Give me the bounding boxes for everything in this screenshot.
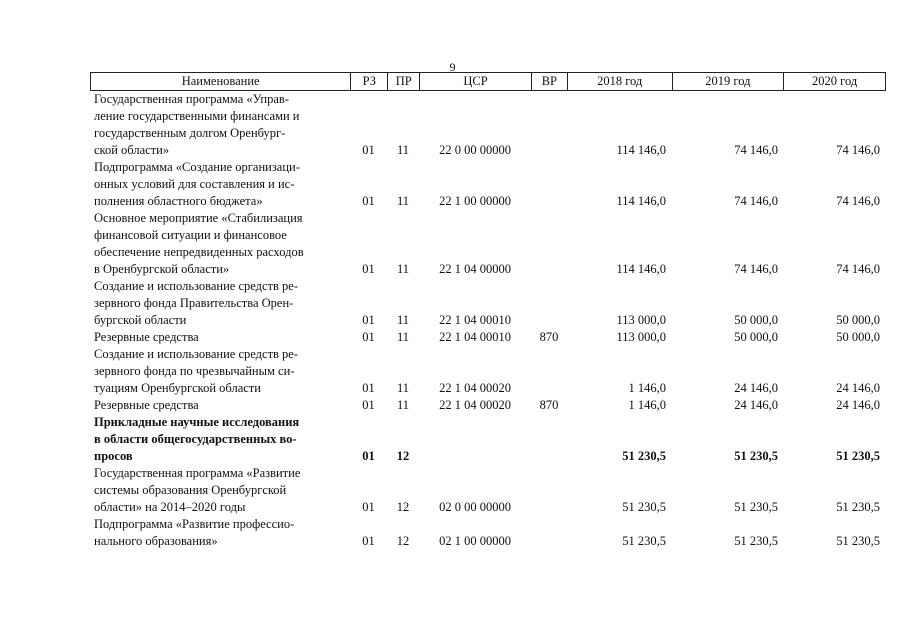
row-name-line: бургской области bbox=[94, 313, 187, 327]
header-vr: ВР bbox=[531, 73, 567, 90]
row-name-line: Резервные средства bbox=[94, 330, 199, 344]
row-2019: 74 146,0 bbox=[734, 143, 778, 157]
row-2018: 51 230,5 bbox=[622, 534, 666, 548]
row-name-line: зервного фонда Правительства Орен- bbox=[94, 296, 294, 310]
row-csr: 22 0 00 00000 bbox=[439, 143, 511, 157]
row-name bbox=[90, 159, 350, 210]
header-pr: ПР bbox=[387, 73, 419, 90]
row-name-line: Прикладные научные исследования bbox=[94, 415, 300, 429]
row-name-line: в области общегосударственных во- bbox=[94, 432, 297, 446]
row-2020: 74 146,0 bbox=[836, 194, 880, 208]
row-rz: 01 bbox=[362, 534, 375, 548]
row-name-line: Резервные средства bbox=[94, 398, 199, 412]
table-row bbox=[90, 329, 886, 346]
row-2019: 51 230,5 bbox=[734, 500, 778, 514]
row-pr: 12 bbox=[396, 449, 410, 463]
table-row bbox=[90, 516, 886, 550]
row-rz: 01 bbox=[362, 313, 375, 327]
table-row bbox=[90, 414, 886, 465]
header-name: Наименование bbox=[181, 74, 260, 88]
header-2019: 2019 год bbox=[672, 73, 784, 90]
row-pr: 11 bbox=[396, 313, 410, 327]
header-csr: ЦСР bbox=[419, 73, 531, 90]
row-2019: 51 230,5 bbox=[734, 534, 778, 548]
row-name-line: Подпрограмма «Создание организаци- bbox=[94, 160, 300, 174]
table-row bbox=[90, 159, 886, 210]
row-name-line: просов bbox=[94, 449, 133, 463]
row-name-line: области» на 2014–2020 годы bbox=[94, 500, 246, 514]
row-name-line: Подпрограмма «Развитие профессио- bbox=[94, 517, 295, 531]
row-rz: 01 bbox=[362, 143, 375, 157]
row-name bbox=[90, 516, 350, 550]
row-csr: 02 1 00 00000 bbox=[439, 534, 511, 548]
row-vr: 870 bbox=[539, 330, 559, 344]
row-name bbox=[90, 329, 350, 346]
row-name-line: Государственная программа «Развитие bbox=[94, 466, 301, 480]
row-2018: 114 146,0 bbox=[616, 262, 666, 276]
row-pr: 11 bbox=[396, 398, 410, 412]
row-pr: 12 bbox=[396, 534, 410, 548]
row-2018: 51 230,5 bbox=[622, 449, 666, 463]
row-name-line: ление государственными финансами и bbox=[94, 109, 300, 123]
row-name-line: Основное мероприятие «Стабилизация bbox=[94, 211, 303, 225]
row-2019: 74 146,0 bbox=[734, 194, 778, 208]
row-pr: 11 bbox=[396, 381, 410, 395]
row-2019: 24 146,0 bbox=[734, 398, 778, 412]
row-name-line: ской области» bbox=[94, 143, 170, 157]
row-rz: 01 bbox=[362, 381, 375, 395]
row-csr: 02 0 00 00000 bbox=[439, 500, 511, 514]
row-csr: 22 1 04 00000 bbox=[439, 262, 511, 276]
row-2018: 114 146,0 bbox=[616, 143, 666, 157]
row-name-line: государственным долгом Оренбург- bbox=[94, 126, 286, 140]
row-name bbox=[90, 465, 350, 516]
table-row bbox=[90, 465, 886, 516]
row-2019: 50 000,0 bbox=[734, 313, 778, 327]
row-csr: 22 1 04 00010 bbox=[439, 313, 511, 327]
row-name-line: нального образования» bbox=[94, 534, 218, 548]
row-name bbox=[90, 91, 350, 159]
row-2018: 1 146,0 bbox=[628, 381, 666, 395]
row-name-line: туациям Оренбургской области bbox=[94, 381, 261, 395]
row-rz: 01 bbox=[362, 262, 375, 276]
row-name-line: обеспечение непредвиденных расходов bbox=[94, 245, 304, 259]
row-2018: 113 000,0 bbox=[616, 313, 666, 327]
table-row bbox=[90, 397, 886, 414]
row-name-line: в Оренбургской области» bbox=[94, 262, 230, 276]
row-name-line: Создание и использование средств ре- bbox=[94, 279, 299, 293]
row-2018: 51 230,5 bbox=[622, 500, 666, 514]
row-csr: 22 1 04 00020 bbox=[439, 381, 511, 395]
row-2020: 50 000,0 bbox=[836, 330, 880, 344]
row-rz: 01 bbox=[362, 500, 375, 514]
row-pr: 11 bbox=[396, 262, 410, 276]
row-name bbox=[90, 346, 350, 397]
row-2019: 51 230,5 bbox=[734, 449, 778, 463]
header-2020: 2020 год bbox=[783, 73, 885, 90]
table-row bbox=[90, 278, 886, 329]
row-csr: 22 1 04 00010 bbox=[439, 330, 511, 344]
row-2019: 74 146,0 bbox=[734, 262, 778, 276]
row-2020: 74 146,0 bbox=[836, 143, 880, 157]
table-row bbox=[90, 346, 886, 397]
row-name-line: зервного фонда по чрезвычайным си- bbox=[94, 364, 295, 378]
row-name bbox=[90, 414, 350, 465]
row-2020: 51 230,5 bbox=[836, 500, 880, 514]
row-2020: 51 230,5 bbox=[836, 449, 880, 463]
row-name-line: полнения областного бюджета» bbox=[94, 194, 263, 208]
table-header bbox=[90, 72, 886, 91]
page-number: 9 bbox=[449, 60, 456, 74]
row-csr: 22 1 04 00020 bbox=[439, 398, 511, 412]
row-2018: 1 146,0 bbox=[628, 398, 666, 412]
row-name-line: онных условий для составления и ис- bbox=[94, 177, 295, 191]
row-2020: 24 146,0 bbox=[836, 398, 880, 412]
table-row bbox=[90, 210, 886, 278]
row-2020: 50 000,0 bbox=[836, 313, 880, 327]
row-pr: 11 bbox=[396, 194, 410, 208]
row-csr: 22 1 00 00000 bbox=[439, 194, 511, 208]
row-2019: 50 000,0 bbox=[734, 330, 778, 344]
row-2018: 114 146,0 bbox=[616, 194, 666, 208]
row-rz: 01 bbox=[362, 194, 375, 208]
row-2020: 74 146,0 bbox=[836, 262, 880, 276]
row-name-line: Создание и использование средств ре- bbox=[94, 347, 299, 361]
row-2020: 51 230,5 bbox=[836, 534, 880, 548]
row-2018: 113 000,0 bbox=[616, 330, 666, 344]
budget-table bbox=[90, 72, 886, 550]
row-name bbox=[90, 397, 350, 414]
header-2018: 2018 год bbox=[567, 73, 672, 90]
row-name-line: системы образования Оренбургской bbox=[94, 483, 287, 497]
row-2020: 24 146,0 bbox=[836, 381, 880, 395]
row-name bbox=[90, 278, 350, 329]
row-name-line: Государственная программа «Управ- bbox=[94, 92, 289, 106]
table-row bbox=[90, 91, 886, 159]
row-2019: 24 146,0 bbox=[734, 381, 778, 395]
row-pr: 11 bbox=[396, 330, 410, 344]
row-rz: 01 bbox=[362, 398, 375, 412]
row-pr: 11 bbox=[396, 143, 410, 157]
row-name bbox=[90, 210, 350, 278]
header-rz: РЗ bbox=[350, 73, 387, 90]
row-pr: 12 bbox=[396, 500, 410, 514]
row-rz: 01 bbox=[362, 449, 375, 463]
row-vr: 870 bbox=[539, 398, 559, 412]
row-name-line: финансовой ситуации и финансовое bbox=[94, 228, 287, 242]
table-body bbox=[90, 91, 886, 550]
row-rz: 01 bbox=[362, 330, 375, 344]
